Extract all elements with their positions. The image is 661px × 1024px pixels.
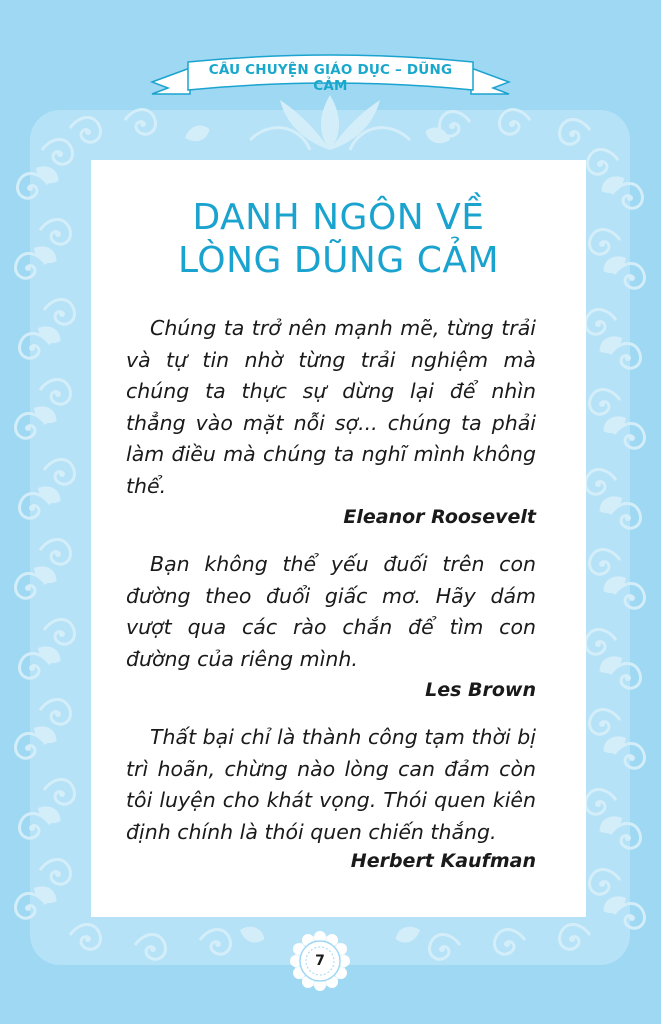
page-number: 7 bbox=[315, 953, 325, 969]
quote-text: Chúng ta trở nên mạnh mẽ, từng trải và tự tin nhờ từng trải nghiệm mà chúng ta thực sự dừng lại để nhìn thẳng vào mặt nỗi sợ... chúng ta phải làm điều mà chúng ta nghĩ mình không thể. bbox=[126, 316, 536, 498]
series-title: CÂU CHUYỆN GIÁO DỤC – DŨNG CẢM bbox=[208, 62, 453, 94]
page-title-line-2: LÒNG DŨNG CẢM bbox=[177, 240, 500, 281]
quote-author: Eleanor Roosevelt bbox=[343, 506, 536, 528]
page-title-line-1: DANH NGÔN VỀ bbox=[192, 197, 485, 238]
quote-text: Thất bại chỉ là thành công tạm thời bị trì hoãn, chừng nào lòng can đảm còn tôi luyện cho khát vọng. Thói quen kiên định chính là thói quen chiến thắng. bbox=[126, 725, 536, 844]
quote-text: Bạn không thể yếu đuối trên con đường theo đuổi giấc mơ. Hãy dám vượt qua các rào chắn để tìm con đường của riêng mình. bbox=[126, 552, 536, 671]
quote-author: Herbert Kaufman bbox=[350, 850, 536, 872]
page-title bbox=[91, 196, 586, 282]
quote-author: Les Brown bbox=[425, 679, 536, 701]
